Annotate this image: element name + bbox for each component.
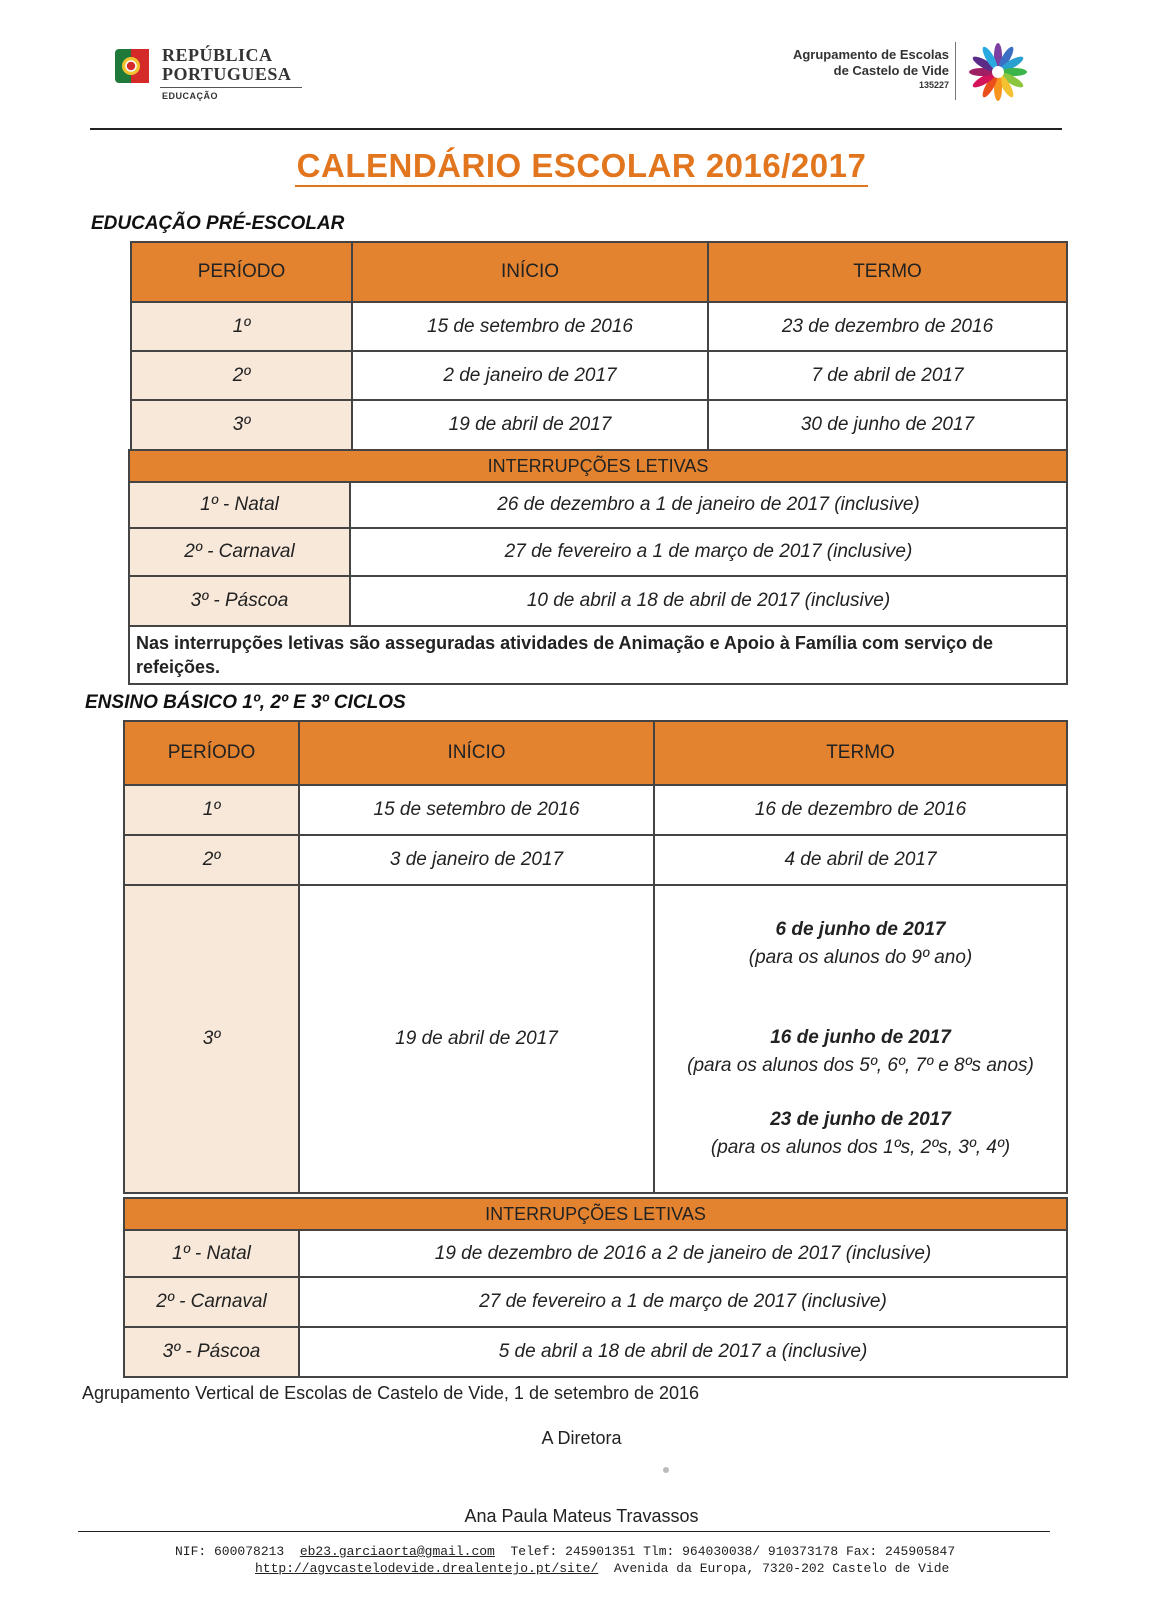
table-row [124, 885, 1067, 1193]
start-cell: 19 de abril de 2017 [299, 885, 654, 1193]
interruption-period: 5 de abril a 18 de abril de 2017 a (inclusive) [299, 1327, 1067, 1377]
school-logo-divider [955, 42, 956, 100]
interruptions-heading: INTERRUPÇÕES LETIVAS [124, 1198, 1067, 1230]
page-title [0, 147, 1163, 185]
school-code: 135227 [918, 80, 949, 90]
footer-site-link[interactable]: http://agvcastelodevide.drealentejo.pt/site/ [255, 1561, 599, 1576]
interruptions-header-row [129, 450, 1067, 482]
republic-line-1: REPÚBLICA [162, 45, 273, 65]
signatory-role: A Diretora [541, 1428, 622, 1448]
column-header-termo: TERMO [654, 721, 1067, 785]
column-header-periodo: PERÍODO [124, 721, 299, 785]
page-title-text: CALENDÁRIO ESCOLAR 2016/2017 [295, 147, 869, 187]
table-row [129, 482, 1067, 528]
start-cell: 15 de setembro de 2016 [299, 785, 654, 835]
end-cell: 7 de abril de 2017 [708, 351, 1067, 400]
end-cell: 23 de dezembro de 2016 [708, 302, 1067, 351]
republic-line-2: PORTUGUESA [162, 64, 292, 84]
preescolar-interruptions-table [128, 449, 1068, 685]
table-row [124, 785, 1067, 835]
header-rule [90, 128, 1062, 130]
end-date: 16 de junho de 2017 [770, 1027, 951, 1048]
interruption-label: 1º - Natal [129, 482, 350, 528]
column-header-inicio: INÍCIO [352, 242, 708, 302]
column-header-inicio: INÍCIO [299, 721, 654, 785]
interruption-label: 2º - Carnaval [129, 528, 350, 576]
column-header-periodo: PERÍODO [131, 242, 352, 302]
end-cell: 16 de dezembro de 2016 [654, 785, 1067, 835]
school-name-line-1: Agrupamento de Escolas [792, 47, 949, 62]
spacer [655, 972, 1066, 1024]
republic-title [162, 46, 291, 84]
end-audience: (para os alunos dos 5º, 6º, 7º e 8ºs anos) [687, 1055, 1034, 1076]
preescolar-header-row [131, 242, 1067, 302]
start-cell: 2 de janeiro de 2017 [352, 351, 708, 400]
basico-period-table [123, 720, 1068, 1194]
footer-line-2 [255, 1561, 949, 1576]
interruptions-heading: INTERRUPÇÕES LETIVAS [129, 450, 1067, 482]
end-cell: 4 de abril de 2017 [654, 835, 1067, 885]
republic-divider [160, 87, 302, 88]
end-cell-multi [654, 885, 1067, 1193]
interruption-period: 10 de abril a 18 de abril de 2017 (inclusive) [350, 576, 1067, 626]
signatory-name: Ana Paula Mateus Travassos [464, 1506, 699, 1526]
table-row [129, 576, 1067, 626]
footer-nif: NIF: 600078213 [175, 1544, 285, 1559]
column-header-termo: TERMO [708, 242, 1067, 302]
end-date: 23 de junho de 2017 [770, 1109, 951, 1130]
interruption-label: 3º - Páscoa [124, 1327, 299, 1377]
interruption-period: 27 de fevereiro a 1 de março de 2017 (inclusive) [350, 528, 1067, 576]
signature-mark [663, 1467, 669, 1473]
place-date: Agrupamento Vertical de Escolas de Castelo de Vide, 1 de setembro de 2016 [82, 1383, 700, 1403]
table-row [124, 1277, 1067, 1327]
period-cell: 3º [131, 400, 352, 450]
interruptions-header-row [124, 1198, 1067, 1230]
table-row [131, 400, 1067, 450]
table-row [131, 351, 1067, 400]
school-name [793, 47, 949, 91]
table-row [124, 835, 1067, 885]
interruption-period: 27 de fevereiro a 1 de março de 2017 (inclusive) [299, 1277, 1067, 1327]
preescolar-period-table [130, 241, 1068, 451]
start-cell: 15 de setembro de 2016 [352, 302, 708, 351]
basico-header-row [124, 721, 1067, 785]
basico-interruptions-table [123, 1197, 1068, 1378]
interruption-period: 19 de dezembro de 2016 a 2 de janeiro de 2017 (inclusive) [299, 1230, 1067, 1277]
period-cell: 2º [124, 835, 299, 885]
end-cell: 30 de junho de 2017 [708, 400, 1067, 450]
footer-rule [78, 1531, 1050, 1532]
interruption-period: 26 de dezembro a 1 de janeiro de 2017 (inclusive) [350, 482, 1067, 528]
interruptions-note: Nas interrupções letivas são asseguradas atividades de Animação e Apoio à Família com serviço de refeições. [129, 626, 1067, 684]
period-cell: 1º [124, 785, 299, 835]
period-cell: 1º [131, 302, 352, 351]
table-row [131, 302, 1067, 351]
preescolar-heading: EDUCAÇÃO PRÉ-ESCOLAR [91, 213, 345, 234]
ministry-label: EDUCAÇÃO [162, 91, 219, 101]
start-cell: 3 de janeiro de 2017 [299, 835, 654, 885]
footer-address: Avenida da Europa, 7320-202 Castelo de Vide [613, 1561, 950, 1576]
school-name-line-2: de Castelo de Vide [833, 63, 949, 78]
footer-phones: Telef: 245901351 Tlm: 964030038/ 910373178 Fax: 245905847 [510, 1544, 956, 1559]
interruption-label: 2º - Carnaval [124, 1277, 299, 1327]
end-audience: (para os alunos dos 1ºs, 2ºs, 3º, 4º) [710, 1137, 1011, 1158]
portuguese-republic-emblem-icon [113, 45, 151, 85]
table-row [124, 1327, 1067, 1377]
period-cell: 2º [131, 351, 352, 400]
interruption-label: 3º - Páscoa [129, 576, 350, 626]
basico-heading: ENSINO BÁSICO 1º, 2º E 3º CICLOS [85, 692, 406, 713]
start-cell: 19 de abril de 2017 [352, 400, 708, 450]
footer-email-link[interactable]: eb23.garciaorta@gmail.com [299, 1544, 495, 1559]
spacer [655, 1080, 1066, 1106]
footer-line-1 [175, 1544, 955, 1559]
end-date: 6 de junho de 2017 [775, 919, 946, 940]
note-row [129, 626, 1067, 684]
interruption-label: 1º - Natal [124, 1230, 299, 1277]
school-flower-logo-icon [962, 40, 1034, 104]
table-row [124, 1230, 1067, 1277]
period-cell: 3º [124, 885, 299, 1193]
table-row [129, 528, 1067, 576]
end-audience: (para os alunos do 9º ano) [748, 947, 973, 968]
